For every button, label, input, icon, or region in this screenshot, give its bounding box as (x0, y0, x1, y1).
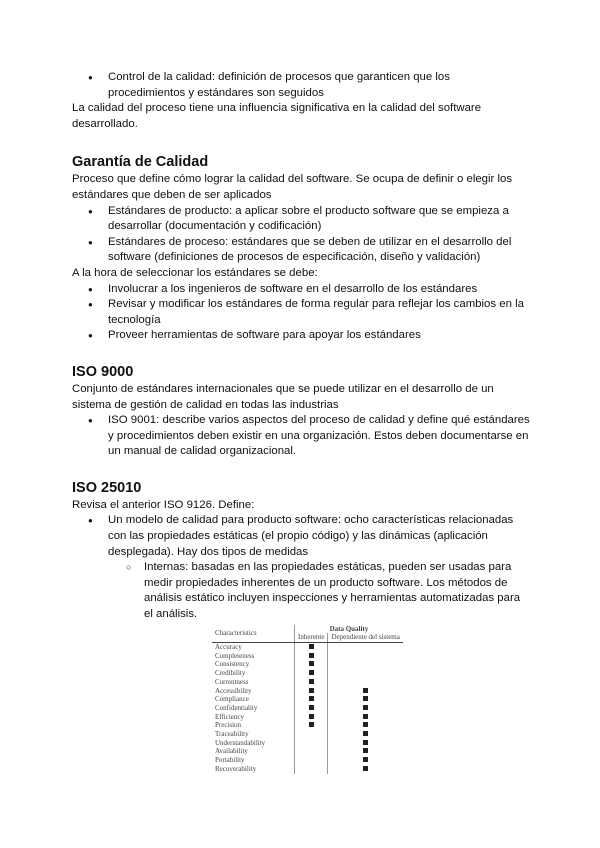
check-square-icon (363, 714, 368, 719)
check-square-icon (363, 757, 368, 762)
check-square-icon (363, 740, 368, 745)
check-square-icon (309, 670, 314, 675)
list-item: ● Control de la calidad: definición de procesos que garanticen que los procedimientos y estándares son seguidos (72, 70, 530, 101)
list-item: ● Proveer herramientas de software para apoyar los estándares (72, 328, 530, 344)
check-square-icon (309, 688, 314, 693)
iso25010-list (72, 513, 530, 560)
characteristic-name: Portability (215, 756, 245, 765)
data-quality-table (212, 625, 403, 774)
list-item: ○ Internas: basadas en las propiedades estáticas, pueden ser usadas para medir propiedades inherentes de un producto software. Los métodos de análisis estático incluyen inspecciones y herramientas automatizadas para el análisis. (72, 560, 530, 622)
check-square-icon (309, 705, 314, 710)
characteristic-name: Efficiency (215, 712, 245, 721)
table-row (212, 730, 403, 739)
paragraph: Revisa el anterior ISO 9126. Define: (72, 498, 255, 511)
cell-inherent (295, 643, 328, 652)
check-square-icon (363, 696, 368, 701)
characteristic-name: Accessibility (215, 686, 252, 695)
table-row (212, 660, 403, 669)
heading-garantia: Garantía de Calidad (72, 154, 209, 171)
characteristic-name: Completeness (215, 651, 255, 660)
cell-system (328, 739, 403, 748)
list-item: ● Revisar y modificar los estándares de forma regular para reflejar los cambios en la tecnología (72, 297, 530, 328)
cell-inherent (295, 765, 328, 774)
table-row (212, 678, 403, 687)
characteristic-name: Availability (215, 747, 248, 756)
list-item: ● ISO 9001: describe varios aspectos del proceso de calidad y define qué estándares y procedimientos deben existir en una organización. Estos deben documentarse en un manual de calidad organizacional. (72, 413, 530, 460)
characteristic-name: Compliance (215, 695, 249, 704)
cell-system (328, 756, 403, 765)
col-inherent: Inherente (295, 633, 328, 642)
list-item (72, 513, 530, 560)
garantia-list (72, 204, 530, 266)
characteristic-name: Credibility (215, 669, 246, 678)
cell-system (328, 704, 403, 713)
cell-inherent (295, 669, 328, 678)
cell-inherent (295, 704, 328, 713)
check-square-icon (363, 748, 368, 753)
iso25010-sublist (72, 560, 530, 622)
check-square-icon (309, 679, 314, 684)
cell-system (328, 695, 403, 704)
cell-inherent (295, 678, 328, 687)
check-square-icon (363, 688, 368, 693)
heading-iso25010: ISO 25010 (72, 479, 142, 496)
garantia-list-2 (72, 282, 530, 344)
table-row (212, 669, 403, 678)
table-row (212, 687, 403, 696)
cell-inherent (295, 739, 328, 748)
cell-inherent (295, 756, 328, 765)
cell-inherent (295, 695, 328, 704)
heading-iso9000: ISO 9000 (72, 363, 134, 380)
cell-system (328, 747, 403, 756)
cell-inherent (295, 713, 328, 722)
characteristic-name: Recoverability (215, 764, 257, 773)
check-square-icon (363, 705, 368, 710)
table-row (212, 652, 403, 661)
data-quality-figure (212, 625, 432, 774)
list-item: ● Estándares de producto: a aplicar sobre el producto software que se empieza a desarrollar (documentación y codificación) (72, 204, 530, 235)
characteristic-name: Currentness (215, 677, 249, 686)
characteristic-name: Precision (215, 721, 242, 730)
cell-system (328, 660, 403, 669)
check-square-icon (309, 661, 314, 666)
table-row (212, 643, 403, 652)
table-row (212, 704, 403, 713)
table-row (212, 747, 403, 756)
characteristic-name: Understandability (215, 738, 266, 747)
cell-system (328, 713, 403, 722)
table-row (212, 739, 403, 748)
cell-system (328, 643, 403, 652)
paragraph: Proceso que define cómo lograr la calidad del software. Se ocupa de definir o elegir los estándares que deben de ser aplicados (72, 173, 513, 201)
check-square-icon (309, 722, 314, 727)
cell-inherent (295, 652, 328, 661)
characteristic-name: Accuracy (215, 643, 242, 652)
characteristic-name: Confidentiality (215, 703, 258, 712)
cell-system (328, 669, 403, 678)
cell-system (328, 652, 403, 661)
check-square-icon (309, 696, 314, 701)
group-header: Data Quality (295, 625, 403, 634)
cell-inherent (295, 747, 328, 756)
paragraph: La calidad del proceso tiene una influencia significativa en la calidad del software desarrollado. (72, 102, 482, 130)
cell-system (328, 730, 403, 739)
check-square-icon (363, 766, 368, 771)
document-page (72, 70, 530, 774)
paragraph: Conjunto de estándares internacionales que se puede utilizar en el desarrollo de un sistema de gestión de calidad en todas las industrias (72, 382, 494, 411)
check-square-icon (363, 731, 368, 736)
cell-inherent (295, 687, 328, 696)
col-characteristics: Characteristics (212, 625, 295, 643)
cell-system (328, 765, 403, 774)
cell-system (328, 721, 403, 730)
table-row (212, 695, 403, 704)
col-system: Dependiente del sistema (328, 633, 403, 642)
cell-inherent (295, 721, 328, 730)
check-square-icon (309, 644, 314, 649)
intro-list (72, 70, 530, 101)
iso9000-list (72, 413, 530, 460)
cell-system (328, 687, 403, 696)
list-item: ● Involucrar a los ingenieros de software en el desarrollo de los estándares (72, 282, 530, 298)
paragraph: A la hora de seleccionar los estándares se debe: (72, 266, 318, 279)
table-row (212, 756, 403, 765)
characteristic-name: Traceability (215, 730, 249, 739)
check-square-icon (309, 653, 314, 658)
list-item-text: Un modelo de calidad para producto software: ocho características relacionadas con las propiedades estáticas (el propio código) y las dinámicas (aplicación desplegada). Hay dos tipos de medidas (108, 514, 514, 558)
check-square-icon (363, 722, 368, 727)
table-row (212, 721, 403, 730)
check-square-icon (309, 714, 314, 719)
cell-inherent (295, 730, 328, 739)
characteristic-name: Consistency (215, 660, 250, 669)
table-row (212, 765, 403, 774)
table-row (212, 713, 403, 722)
cell-system (328, 678, 403, 687)
list-item: ● Estándares de proceso: estándares que se deben de utilizar en el desarrollo del software (definiciones de procesos de especificación, diseño y validación) (72, 235, 530, 266)
cell-inherent (295, 660, 328, 669)
